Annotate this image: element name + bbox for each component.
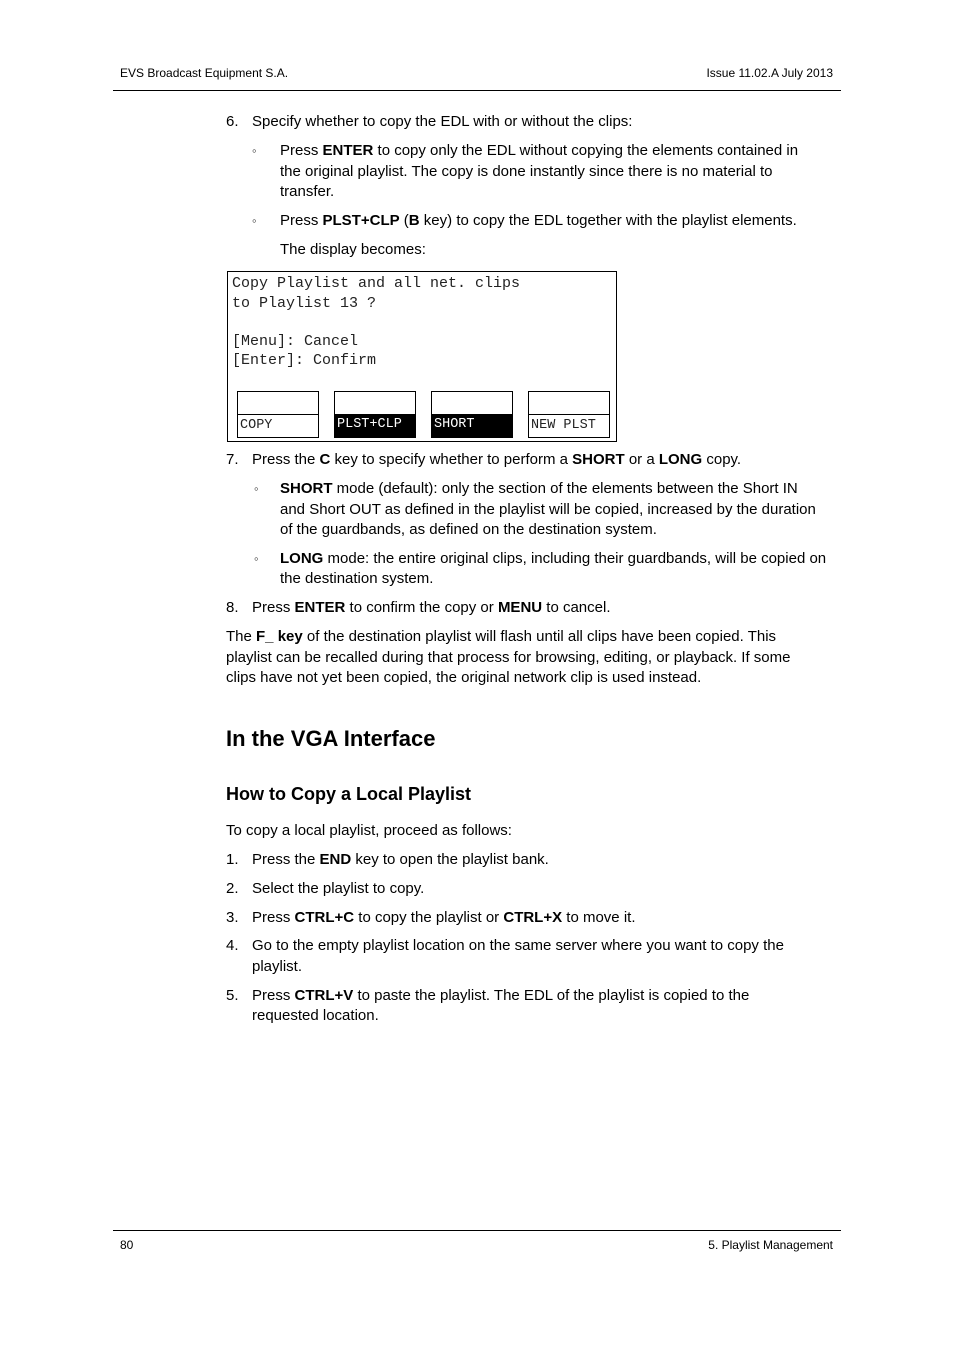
step1-text [252, 850, 549, 871]
bullet-symbol: ◦ [254, 551, 259, 566]
softkey-plst-clp[interactable] [334, 391, 416, 438]
text-run: Press [280, 142, 323, 159]
text-run: mode (default): only the section of the elements between the Short IN [332, 480, 798, 497]
subsection-heading: How to Copy a Local Playlist [226, 784, 472, 804]
step4-text: Go to the empty playlist location on the same server where you want to copy the [252, 937, 784, 954]
softkey-new-plst[interactable] [528, 391, 610, 438]
keyword-b: B [408, 212, 420, 229]
keyword-short: SHORT [280, 480, 333, 497]
text-run: Press the [252, 451, 320, 468]
text-run: ( [399, 212, 409, 229]
keyword-long: LONG [658, 451, 703, 468]
text-run: copy. [702, 451, 742, 468]
text-run: Press [252, 987, 295, 1004]
step7-long-line2: the destination system. [280, 570, 434, 587]
bullet-symbol: ◦ [252, 143, 257, 158]
section-heading: In the VGA Interface [226, 726, 436, 751]
step-number: 1. [226, 851, 239, 868]
header-issue: Issue 11.02.A July 2013 [706, 66, 833, 80]
keyword-end: END [319, 851, 352, 868]
step-number: 5. [226, 987, 239, 1004]
text-run: Press the [252, 851, 320, 868]
step7-short-bullet [280, 479, 798, 500]
fkey-paragraph-line2: playlist can be recalled during that process for browsing, editing, or playback. If some [226, 649, 791, 666]
header-company: EVS Broadcast Equipment S.A. [120, 66, 289, 80]
lcd-line-3: [Menu]: Cancel [232, 333, 359, 350]
step6-bullet-enter-line3: transfer. [280, 183, 335, 200]
footer-rule [113, 1230, 841, 1231]
step6-bullet-enter-line2: the original playlist. The copy is done instantly since there is no material to [280, 163, 773, 180]
text-run: key to specify whether to perform a [330, 451, 573, 468]
text-run: mode: the entire original clips, including their guardbands, will be copied on [323, 550, 827, 567]
bullet-symbol: ◦ [252, 213, 257, 228]
softkey-label: NEW PLST [529, 414, 609, 437]
text-run: to cancel. [542, 599, 611, 616]
lcd-display [227, 271, 617, 442]
lcd-line-1: Copy Playlist and all net. clips [232, 275, 521, 292]
softkey-label: PLST+CLP [335, 414, 415, 437]
keyword-ctrl-c: CTRL+C [294, 909, 355, 926]
keyword-ctrl-x: CTRL+X [503, 909, 563, 926]
step-number: 6. [226, 113, 239, 130]
text-run: Press [280, 212, 323, 229]
step-number: 3. [226, 909, 239, 926]
keyword-f-key: F_ key [256, 628, 303, 645]
step7-short-line2: and Short OUT as defined in the playlist will be copied, increased by the duration [280, 501, 816, 518]
keyword-ctrl-v: CTRL+V [294, 987, 354, 1004]
softkey-short[interactable] [431, 391, 513, 438]
bullet-symbol: ◦ [254, 481, 259, 496]
keyword-enter: ENTER [294, 599, 346, 616]
step6-bullet-plst [280, 211, 797, 232]
step4-text-line2: playlist. [252, 958, 303, 975]
step-number: 2. [226, 880, 239, 897]
step7-long-bullet [280, 549, 826, 570]
text-run: to paste the playlist. The EDL of the playlist is copied to the [353, 987, 750, 1004]
text-run: Press [252, 599, 295, 616]
step6-bullet-enter [280, 141, 798, 162]
step7-short-line3: of the guardbands, as defined on the destination system. [280, 521, 657, 538]
text-run: to confirm the copy or [345, 599, 498, 616]
keyword-plst-clp: PLST+CLP [322, 212, 400, 229]
step5-text [252, 986, 749, 1007]
softkey-label: COPY [238, 414, 318, 437]
text-run: to copy only the EDL without copying the elements contained in [373, 142, 799, 159]
step5-text-line2: requested location. [252, 1007, 379, 1024]
step-number: 7. [226, 451, 239, 468]
lcd-line-4: [Enter]: Confirm [232, 352, 377, 369]
fkey-paragraph [226, 627, 776, 648]
step-number: 8. [226, 599, 239, 616]
keyword-menu: MENU [497, 599, 543, 616]
softkey-copy[interactable] [237, 391, 319, 438]
text-run: The [226, 628, 257, 645]
keyword-enter: ENTER [322, 142, 374, 159]
text-run: of the destination playlist will flash until all clips have been copied. This [302, 628, 777, 645]
display-becomes: The display becomes: [280, 241, 426, 258]
step7-text [252, 450, 741, 471]
text-run: key) to copy the EDL together with the playlist elements. [419, 212, 797, 229]
keyword-short: SHORT [572, 451, 625, 468]
lcd-line-2: to Playlist 13 ? [232, 295, 377, 312]
fkey-paragraph-line3: clips have not yet been copied, the original network clip is used instead. [226, 669, 702, 686]
text-run: or a [624, 451, 659, 468]
text-run: key to open the playlist bank. [351, 851, 549, 868]
step3-text [252, 908, 635, 929]
step2-text: Select the playlist to copy. [252, 880, 425, 897]
intro-text: To copy a local playlist, proceed as follows: [226, 822, 512, 839]
footer-section: 5. Playlist Management [708, 1238, 833, 1252]
text-run: Press [252, 909, 295, 926]
keyword-c: C [319, 451, 331, 468]
text-run: to copy the playlist or [354, 909, 504, 926]
footer-page-number: 80 [120, 1238, 134, 1252]
step8-text [252, 598, 610, 619]
text-run: to move it. [562, 909, 636, 926]
softkey-label: SHORT [432, 414, 512, 437]
step6-text: Specify whether to copy the EDL with or without the clips: [252, 113, 633, 130]
header-rule [113, 90, 841, 91]
keyword-long: LONG [280, 550, 324, 567]
step-number: 4. [226, 937, 239, 954]
